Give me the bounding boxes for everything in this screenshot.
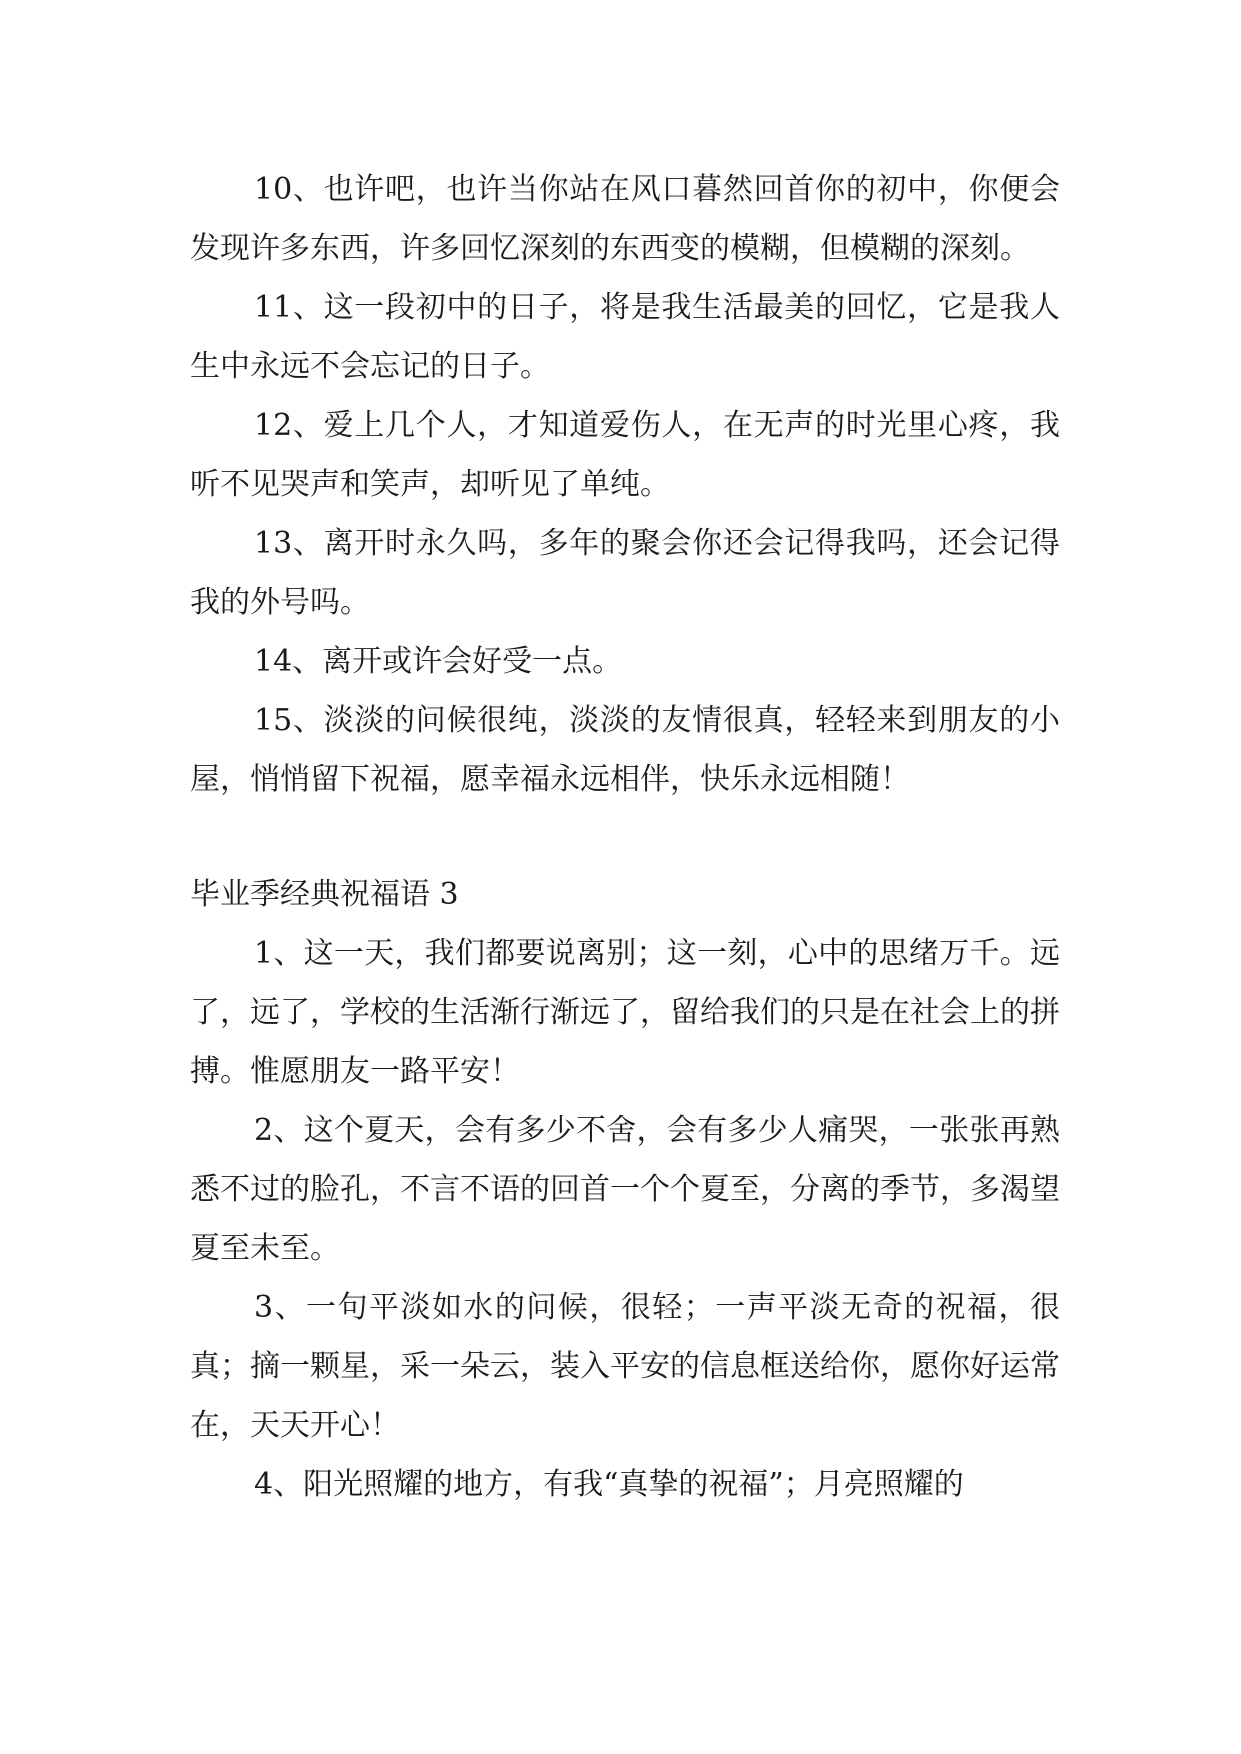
paragraph-13: 13、离开时永久吗，多年的聚会你还会记得我吗，还会记得我的外号吗。 xyxy=(190,526,1060,620)
paragraph-3: 3、一句平淡如水的问候，很轻；一声平淡无奇的祝福，很真；摘一颗星，采一朵云，装入平安的信息框送给你，愿你好运常在，天天开心！ xyxy=(190,1290,1060,1443)
paragraph-12: 12、爱上几个人，才知道爱伤人，在无声的时光里心疼，我听不见哭声和笑声，却听见了单纯。 xyxy=(190,408,1060,502)
paragraph-10: 10、也许吧，也许当你站在风口暮然回首你的初中，你便会发现许多东西，许多回忆深刻的东西变的模糊，但模糊的深刻。 xyxy=(190,172,1060,266)
paragraph-4: 4、阳光照耀的地方，有我“真挚的祝福”；月亮照耀的 xyxy=(254,1467,964,1502)
paragraph-15: 15、淡淡的问候很纯，淡淡的友情很真，轻轻来到朋友的小屋，悄悄留下祝福，愿幸福永远相伴，快乐永远相随！ xyxy=(190,703,1060,797)
paragraph-14: 14、离开或许会好受一点。 xyxy=(254,644,623,679)
section-heading: 毕业季经典祝福语 3 xyxy=(190,877,459,912)
paragraph-1: 1、这一天，我们都要说离别；这一刻，心中的思绪万千。远了，远了，学校的生活渐行渐远了，留给我们的只是在社会上的拼搏。惟愿朋友一路平安！ xyxy=(190,936,1060,1089)
paragraph-11: 11、这一段初中的日子，将是我生活最美的回忆，它是我人生中永远不会忘记的日子。 xyxy=(190,290,1060,384)
document-body xyxy=(190,160,1060,1514)
paragraph-2: 2、这个夏天，会有多少不舍，会有多少人痛哭，一张张再熟悉不过的脸孔，不言不语的回首一个个夏至，分离的季节，多渴望夏至未至。 xyxy=(190,1113,1060,1266)
